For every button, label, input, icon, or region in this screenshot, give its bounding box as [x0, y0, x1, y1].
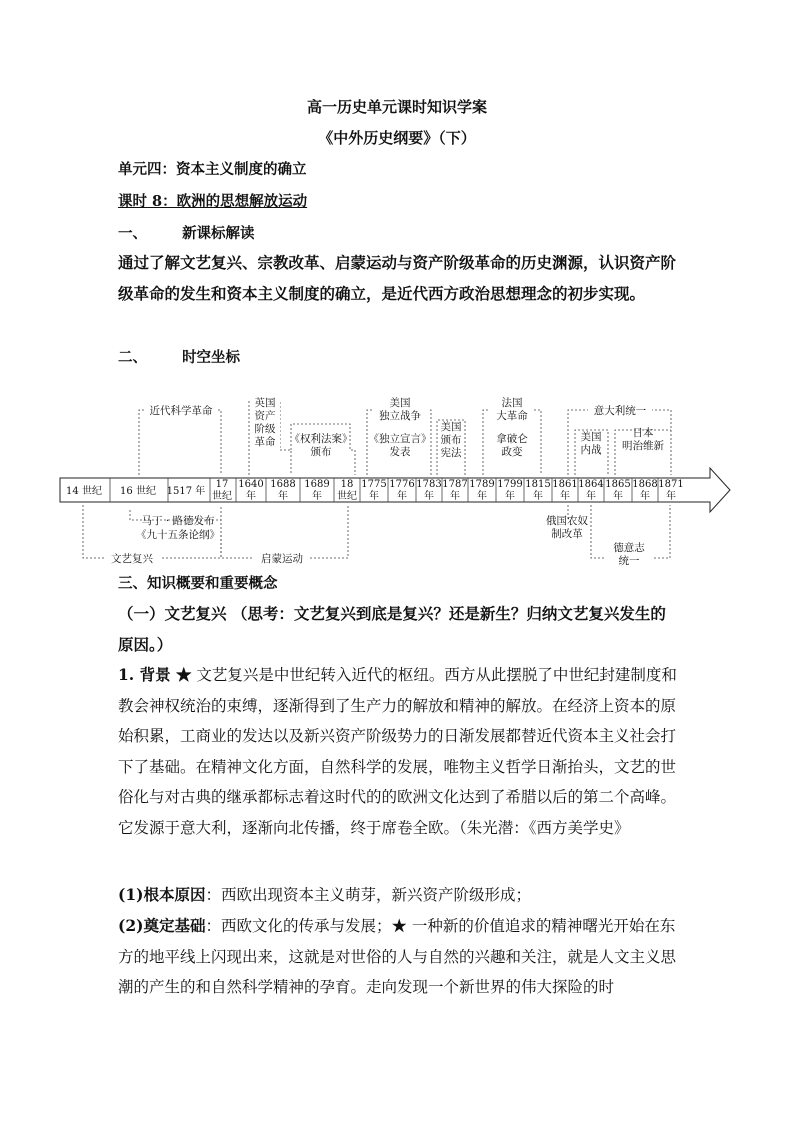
label-england-1: 英国 — [254, 397, 276, 409]
label-france-2: 大革命 — [496, 410, 528, 422]
section3-heading: 三、知识概要和重要概念 — [118, 575, 278, 592]
tick-1871: 1871 — [658, 479, 684, 490]
label-us-1: 美国 — [389, 397, 411, 409]
label-constitution-3: 宪法 — [440, 447, 462, 459]
timeline-chart — [0, 390, 794, 575]
background-text: 文艺复兴是中世纪转入近代的枢纽。西方从此摆脱了中世纪封建制度和教会神权统治的束缚，逐渐得到了生产力的解放和精神的解放。在经济上资本的原始积累，工商业的发达以及新兴资产阶级势力的日渐发展都替近代资本主义社会打下了基础。在精神文化方面，自然科学的发展，唯物主义哲学日渐抬头，文艺的世俗化与对古典的继承都标志着这时代的的欧洲文化达到了希腊以后的第二个高峰。它发源于意大利，逐渐向北传播，终于席卷全欧。（朱光潜：《西方美学史》 — [118, 666, 677, 837]
section1-heading — [118, 222, 255, 243]
tick-1864: 1864 — [578, 479, 604, 490]
label-enlightenment: 启蒙运动 — [261, 553, 303, 565]
tick-1689-suffix: 年 — [312, 491, 322, 502]
label-declaration: 《独立宣言》 — [368, 433, 432, 445]
section2-heading — [118, 346, 240, 367]
label-science-revolution: 近代科学革命 — [149, 405, 213, 417]
label-constitution-1: 美国 — [440, 421, 462, 433]
label-meiji-1: 日本 — [632, 427, 654, 439]
tick-1815-suffix: 年 — [533, 491, 543, 502]
label-constitution-2: 颁布 — [440, 434, 462, 446]
root-cause-text: ：西欧出现资本主义萌芽，新兴资产阶级形成； — [205, 886, 531, 904]
label-declaration-2: 发表 — [389, 446, 411, 458]
tick-17c: 17 — [215, 479, 229, 490]
label-napoleon-2: 政变 — [501, 446, 523, 458]
background-label: 1. 背景 ★ — [118, 665, 192, 684]
label-renaissance: 文艺复兴 — [111, 553, 153, 565]
renaissance-label: （一）文艺复兴 — [118, 604, 227, 623]
section1-number: 一、 — [118, 225, 147, 242]
tick-1868: 1868 — [632, 479, 658, 490]
background-paragraph — [118, 660, 680, 843]
tick-1861: 1861 — [552, 479, 578, 490]
tick-1640: 1640 — [238, 479, 264, 490]
tick-1776: 1776 — [389, 479, 415, 490]
tick-1861-suffix: 年 — [560, 491, 570, 502]
label-bill-of-rights-2: 颁布 — [310, 446, 332, 458]
tick-1688: 1688 — [270, 479, 296, 490]
tick-1864-suffix: 年 — [586, 491, 596, 502]
tick-1776-suffix: 年 — [397, 491, 407, 502]
root-cause-label: (1)根本原因 — [118, 885, 206, 904]
tick-1775: 1775 — [361, 479, 387, 490]
tick-1799-suffix: 年 — [505, 491, 515, 502]
label-civil-war-2: 内战 — [580, 444, 602, 456]
label-luther-2: 《九十五条论纲》 — [136, 529, 220, 541]
document-title: 高一历史单元课时知识学案 — [306, 98, 487, 116]
tick-1783: 1783 — [416, 479, 442, 490]
tick-18c: 18 — [340, 479, 354, 490]
label-serf-2: 制改革 — [551, 528, 583, 540]
tick-18c-suffix: 世纪 — [337, 491, 357, 502]
tick-17c-suffix: 世纪 — [212, 491, 232, 502]
tick-1865: 1865 — [605, 479, 631, 490]
label-napoleon-1: 拿破仑 — [496, 433, 528, 445]
root-cause-paragraph — [118, 880, 680, 911]
tick-1689: 1689 — [304, 479, 330, 490]
section2-number: 二、 — [118, 349, 147, 366]
foundation-label: (2)奠定基础 — [118, 916, 206, 935]
tick-1787: 1787 — [442, 479, 468, 490]
tick-1865-suffix: 年 — [613, 491, 623, 502]
label-bill-of-rights: 《权利法案》 — [289, 433, 353, 445]
tick-1775-suffix: 年 — [369, 491, 379, 502]
label-germany-2: 统一 — [618, 555, 640, 567]
foundation-paragraph — [118, 911, 680, 1003]
tick-1789-suffix: 年 — [477, 491, 487, 502]
timeline-arrow — [60, 468, 730, 512]
tick-1787-suffix: 年 — [450, 491, 460, 502]
label-serf-1: 俄国农奴 — [546, 515, 588, 527]
document-subtitle: 《中外历史纲要》（下） — [318, 129, 476, 147]
section1-body: 通过了解文艺复兴、宗教改革、启蒙运动与资产阶级革命的历史渊源，认识资产阶级革命的发生和资本主义制度的确立，是近代西方政治思想理念的初步实现。 — [118, 253, 677, 303]
tick-1868-suffix: 年 — [640, 491, 650, 502]
tick-14c: 14 世纪 — [66, 486, 102, 497]
renaissance-question: （思考：文艺复兴到底是复兴？还是新生？归纳文艺复兴发生的原因。） — [118, 604, 666, 654]
label-meiji-2: 明治维新 — [622, 440, 664, 452]
tick-1789: 1789 — [469, 479, 495, 490]
tick-1799: 1799 — [497, 479, 523, 490]
tick-16c: 16 世纪 — [120, 486, 156, 497]
section1-title: 新课标解读 — [182, 225, 255, 242]
section2-title: 时空坐标 — [182, 349, 241, 366]
unit-heading: 单元四：资本主义制度的确立 — [118, 161, 307, 178]
label-us-2: 独立战争 — [379, 410, 421, 422]
label-france-1: 法国 — [501, 397, 523, 409]
lesson-heading: 课时 8：欧洲的思想解放运动 — [118, 193, 308, 210]
label-civil-war-1: 美国 — [580, 431, 602, 443]
tick-1815: 1815 — [525, 479, 551, 490]
renaissance-subheading — [118, 599, 680, 660]
label-luther-1: 马丁 · 路德发布 — [141, 515, 215, 527]
label-italy: 意大利统一 — [593, 405, 647, 417]
tick-1688-suffix: 年 — [278, 491, 288, 502]
tick-1517: 1517 年 — [166, 486, 206, 497]
label-england-2: 资产 — [254, 410, 276, 422]
foundation-text: ：西欧文化的传承与发展；★ 一种新的价值追求的精神曙光开始在东方的地平线上闪现出来，这就是对世俗的人与自然的兴趣和关注，就是人文主义思潮的产生的和自然科学精神的孕育。走向发现一个新世界的伟大探险的时 — [118, 917, 677, 996]
tick-1640-suffix: 年 — [246, 491, 256, 502]
label-england-3: 阶级 — [254, 423, 276, 435]
label-germany-1: 德意志 — [613, 542, 645, 554]
tick-1783-suffix: 年 — [424, 491, 434, 502]
tick-1871-suffix: 年 — [666, 491, 676, 502]
label-england-4: 革命 — [254, 436, 276, 448]
